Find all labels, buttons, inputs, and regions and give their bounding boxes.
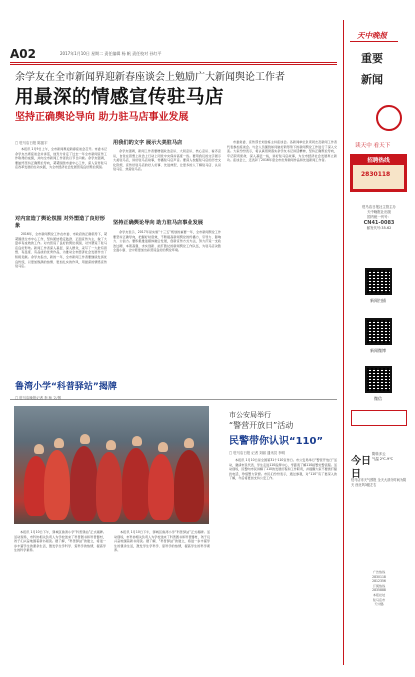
story3-byline: □ 驻马店日报 记者 刘丽 通讯员 李明 — [229, 451, 286, 455]
section-label-top: 重要 — [361, 52, 383, 65]
weather-forecast: 驻马店市天气预报 全天大部分时间为阴天 西北风3级左右 — [351, 478, 407, 487]
hiring-ad-title: 招聘热线 — [367, 158, 390, 164]
weather-today: 今日 — [351, 456, 371, 467]
qr-code-wechat-icon[interactable] — [365, 366, 392, 393]
story2-photo — [14, 406, 209, 524]
story3-headline[interactable]: 民警带你认识“110” — [229, 436, 324, 447]
masthead-bar — [350, 41, 398, 42]
lead-body-col2: 余学友强调，新闻工作者要增强政治意识、大局意识、核心意识、看齐意识，自觉在思想上政治上行动上同党中央保持高度一致。要用我们的文字展示大美驻马店，讲好驻马店故事，传播驻马店声音。要深入挖掘驻马店的历史文化资源，宣传好驻马店的好人好事、先进典型，让更多的人了解驻马店、认识驻马店、热爱驻马店。 — [113, 149, 221, 172]
issue-info: 驻马店日报社主管主办 天中晚报社出版 国内统一刊号： CN41-0083 邮发代号:35-62 — [362, 205, 396, 230]
story2-headline[interactable]: 鲁湾小学“科普驿站”揭牌 — [15, 382, 117, 392]
header-rule — [10, 62, 337, 63]
page-number: A02 — [10, 47, 36, 61]
qr-caption-3: 微信 — [374, 396, 382, 401]
lead-subheadline: 坚持正确舆论导向 助力驻马店事业发展 — [15, 112, 189, 123]
qr-caption-2: 新闻微博 — [370, 348, 386, 353]
story3-title-line1: “警营开放日”活动 — [229, 421, 294, 430]
qr-code-weibo-icon[interactable] — [365, 318, 392, 345]
lead-byline: □ 驻马店日报 陈振宇 — [15, 141, 48, 145]
story2-byline: □ 驻马店晚报记者 李 杨 文/图 — [15, 396, 61, 400]
weather-banner — [351, 410, 407, 426]
lead-section-head-c: 坚持正确舆论导向 助力驻马店事业发展 — [113, 220, 203, 226]
header-rule-thin — [10, 64, 337, 65]
section-label-bottom: 新闻 — [361, 73, 383, 86]
story2-body-col2: 本报讯 1月10日下午，驿城区鲁湾小学“科普驿站”正式揭牌。活动现场，市科协相关负责人为学校送来了科普图书和科普器材，孩子们兴奋地围着新书阅读。据了解，“科普驿站”的建立，将进一步丰富学生的课余生活，激发学生学科学、爱科学的热情，提高学生的科学素养。 — [114, 530, 210, 553]
weather-info: 阴转多云 气温 2℃-9℃ — [372, 452, 394, 461]
lead-section-head-b: 用我们的文字 展示大美驻马店 — [113, 140, 183, 146]
qr-code-news-icon[interactable] — [365, 268, 392, 295]
lead-body-col1: 本报讯 1月9日上午，全市新闻界迎新春座谈会召开。市委书记余学友出席座谈会并讲话，他充分肯定了过去一年全市新闻宣传工作取得的成绩，并向全市新闻工作者致以节日问候。余学友强调，要始终坚持正确舆论导向，紧紧围绕市委中心工作，深入宣传驻马店改革发展的生动实践，为全市经济社会发展营造良好舆论氛围。 — [15, 147, 107, 170]
qr-caption-1: 新闻扫描 — [370, 298, 386, 303]
lead-headline[interactable]: 用最深的情感宣传驻马店 — [15, 87, 225, 108]
hiring-ad-phone: 2830118 — [361, 171, 391, 178]
lead-body-col3: 市委常委、宣传部长刘金栋主持座谈会。各新闻单位负责同志及新闻工作者代表参加座谈会。与会人员围绕如何做好新形势下的新闻舆论工作进行了深入交流。大家纷纷表示，将认真贯彻落实余学友书记讲话精神，坚持正确舆论导向，牢记职责使命，深入基层一线，讲好驻马店故事，为全市经济社会发展再立新功。座谈会上，还表彰了2016年度全市优秀新闻作品和先进新闻工作者。 — [227, 140, 337, 163]
right-column-rule — [343, 20, 344, 665]
story3-kicker: 市公安局举行 — [229, 411, 271, 419]
lead-body-col2b: 余学友表示，2017年是实施“十三五”规划的重要一年，全市新闻舆论工作要坚持正确导向，把握好时度效，不断提高新闻舆论的传播力、引导力、影响力、公信力。要积极推进媒体融合发展，创新宣传方式方法，努力打造一支政治过硬、本领高强、求实创新、能打胜仗的新闻舆论工作队伍，为驻马店决胜全面小康、让中原更加出彩营造良好的舆论环境。 — [113, 230, 221, 253]
lead-section-head-a: 对内宣造了舆论氛围 对外塑造了良好形象 — [15, 216, 105, 229]
story2-body-col1: 本报讯 1月10日下午，驿城区鲁湾小学“科普驿站”正式揭牌。活动现场，市科协相关负责人为学校送来了科普图书和科普器材，孩子们兴奋地围着新书阅读。据了解，“科普驿站”的建立，将进一步丰富学生的课余生活，激发学生学科学、爱科学的热情，提高学生的科学素养。 — [14, 530, 106, 553]
lead-body-col1b: 2016年，全市新闻舆论工作在市委、市政府的正确领导下，紧紧围绕全市中心工作，坚持团结稳定鼓劲、正面宣传为主，做了大量卓有成效的工作。对内营造了良好的舆论氛围，对外塑造了驻马店良好形象。新闻工作者深入基层、深入群众，采写了一大批有思想、有温度、有品质的优秀作品，为推动全市经济社会发展作出了积极贡献。余学友指出，新的一年，全市新闻工作者要继续发扬优良传统，以更加饱满的热情、更加扎实的作风，用最深的情感宣传驻马店。 — [15, 232, 107, 269]
lead-kicker: 余学友在全市新闻界迎新春座谈会上勉励广大新闻舆论工作者 — [15, 72, 285, 83]
brand-emblem-icon — [376, 105, 402, 131]
slogan: 读天中 看天下 — [355, 143, 391, 149]
weather-day: 日 — [351, 469, 361, 480]
contact-info: 广告热线 2830118 2812356 订阅热线 2835888 本报社址 驻马店市 天中路 — [372, 570, 386, 607]
date-line: 2017年1月10日 星期二 责任编辑 杨 帆 责任校对 孙红平 — [60, 51, 162, 56]
story3-body: 本报讯 1月10日是全国第31个110宣传日。市公安局举行“警营开放日”活动，邀请市民代表、学生走进110指挥中心，零距离了解110接警处警流程。活动现场，民警向市民讲解了110的发展历程和工作职责，并提醒大家不要拨打骚扰电话，珍惜警力资源。市民们纷纷表示，通过参观，对“110”有了更深入的了解，今后将更加支持公安工作。 — [229, 458, 337, 481]
masthead-logo: 天中晚报 — [357, 31, 387, 40]
